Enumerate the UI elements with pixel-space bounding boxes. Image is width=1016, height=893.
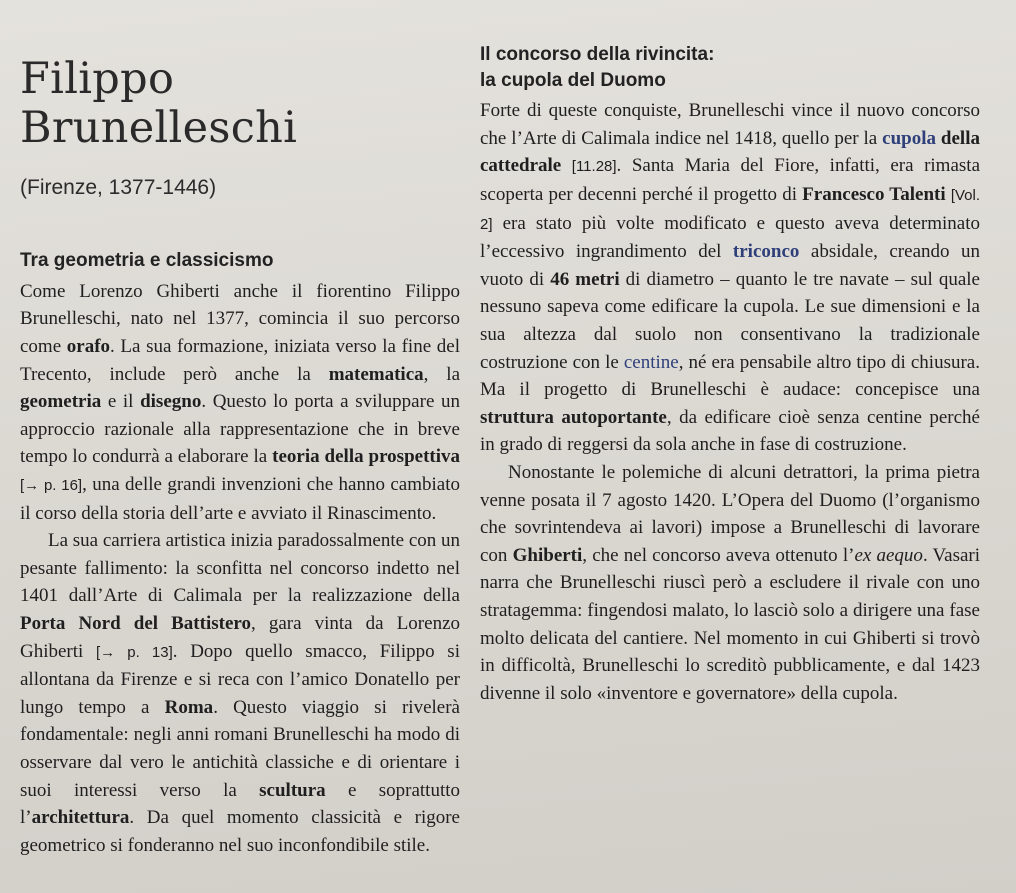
bold-term-ghiberti: Ghiberti bbox=[512, 544, 583, 566]
text-run: . La sua formazione, iniziata verso la fine del Trecento, include però anche la bbox=[20, 336, 460, 385]
text-run: absidale, creando un vuoto di bbox=[480, 241, 980, 290]
text-run: era stato più volte modificato e questo aveva determinato l’eccessivo ingrandimento del bbox=[480, 212, 980, 263]
heading-line: la cupola del Duomo bbox=[480, 69, 666, 91]
highlight-term-centine: centine bbox=[623, 351, 679, 373]
left-column bbox=[20, 55, 460, 859]
paragraph-concorso bbox=[480, 97, 980, 459]
paragraph-cantiere bbox=[480, 459, 980, 707]
bold-term-architettura: architettura bbox=[31, 807, 130, 829]
text-run: . Vasari narra che Brunelleschi riuscì però a escludere il rivale con uno stratagemma: fingendosi malato, lo lasciò solo a dirigere una fase molto delicata del cantiere. Nel momento in cui Ghiberti si trovò in difficoltà, Brunelleschi lo screditò pubblicamente, e dal 1423 divenne il solo «inventore e governatore» della cupola. bbox=[480, 544, 981, 704]
italic-term-ex-aequo: ex aequo bbox=[854, 544, 923, 566]
text-run: di diametro – quanto le tre navate – sul quale nessuno sapeva come edificare la cupola. Le sue dimensioni e la sua altezza dal suolo non consentivano la tradizionale costruzione con le bbox=[480, 268, 980, 373]
page-title: Filippo Brunelleschi bbox=[20, 54, 298, 154]
text-run: Nonostante le polemiche di alcuni detrattori, la prima pietra venne posata il 7 agosto 1420. L’Opera del Duomo (l’organismo che sovrintendeva ai lavori) impose a Brunelleschi di lavorare con bbox=[480, 462, 980, 566]
bold-term-46-metri: 46 metri bbox=[550, 268, 620, 290]
text-run: Come Lorenzo Ghiberti anche il fiorentino Filippo Brunelleschi, nato nel 1377, comincia il suo percorso come bbox=[20, 280, 460, 358]
life-dates: (Firenze, 1377-1446) bbox=[20, 175, 217, 199]
text-run: , da edificare cioè senza centine perché in grado di reggersi da sola anche in fase di costruzione. bbox=[480, 406, 980, 456]
highlight-term-triconco: triconco bbox=[732, 241, 800, 263]
text-run: Forte di queste conquiste, Brunelleschi vince il nuovo concorso che l’Arte di Calimala indice nel 1418, quello per la bbox=[480, 100, 980, 149]
figure-reference: [11.28] bbox=[571, 158, 617, 176]
paragraph-formation bbox=[20, 278, 460, 527]
text-run: La sua carriera artistica inizia paradossalmente con un pesante fallimento: la sconfitta nel concorso indetto nel 1401 dall’Arte di Calimala per la realizzazione della bbox=[20, 530, 460, 607]
text-run: . Questo lo porta a sviluppare un approccio razionale alla rappresentazione che in breve tempo lo condurrà a elaborare la bbox=[20, 391, 460, 468]
bold-term-matematica: matematica bbox=[328, 363, 424, 385]
bold-term-scultura: scultura bbox=[259, 779, 326, 801]
right-column bbox=[480, 42, 980, 707]
text-run: . Dopo quello smacco, Filippo si allontana da Firenze e si reca con l’amico Donatello per lungo tempo a bbox=[20, 640, 460, 718]
page-reference: [→ p. 13] bbox=[96, 643, 173, 661]
text-run: , né era pensabile altro tipo di chiusura. Ma il progetto di Brunelleschi è audace: concepisce una bbox=[480, 351, 980, 401]
bold-term-roma: Roma bbox=[164, 696, 214, 718]
text-run-bold: della cattedrale bbox=[480, 127, 980, 177]
bold-term-porta-nord: Porta Nord del Battistero bbox=[20, 613, 251, 634]
bold-term-geometria: geometria bbox=[20, 391, 102, 413]
text-run: . Questo viaggio si rivelerà fondamentale: negli anni romani Brunelleschi ha modo di osservare dal vero le antichità classiche e di orientare i suoi interessi verso la bbox=[20, 696, 460, 801]
text-run: , gara vinta da Lorenzo Ghiberti bbox=[20, 613, 460, 662]
text-run: . Da quel momento classicità e rigore geometrico si fonderanno nel suo inconfondibile stile. bbox=[20, 807, 460, 856]
text-run: , una delle grandi invenzioni che hanno cambiato il corso della storia dell’arte e avviato il Rinascimento. bbox=[20, 474, 460, 524]
highlight-term-cupola: cupola bbox=[882, 127, 937, 149]
text-run: , la bbox=[423, 363, 460, 385]
bold-term-struttura-autoportante: struttura autoportante bbox=[480, 406, 667, 428]
section-heading-cupola bbox=[480, 42, 980, 93]
heading-line: Il concorso della rivincita: bbox=[480, 44, 715, 65]
volume-reference: [Vol. 2] bbox=[480, 187, 980, 233]
text-run: e il bbox=[101, 391, 141, 413]
text-run: e soprattutto l’ bbox=[20, 779, 461, 829]
text-run: , che nel concorso aveva ottenuto l’ bbox=[582, 544, 855, 566]
bold-term-prospettiva: teoria della prospettiva bbox=[272, 446, 460, 468]
section-heading: Tra geometria e classicismo bbox=[20, 249, 274, 271]
text-run: . Santa Maria del Fiore, infatti, era rimasta scoperta per decenni perché il progetto di bbox=[480, 155, 980, 206]
page-reference: [→ p. 16] bbox=[20, 477, 83, 495]
bold-term-orafo: orafo bbox=[66, 336, 111, 358]
bold-term-disegno: disegno bbox=[140, 391, 202, 413]
paragraph-career bbox=[20, 527, 460, 859]
bold-term-talenti: Francesco Talenti bbox=[802, 184, 946, 206]
